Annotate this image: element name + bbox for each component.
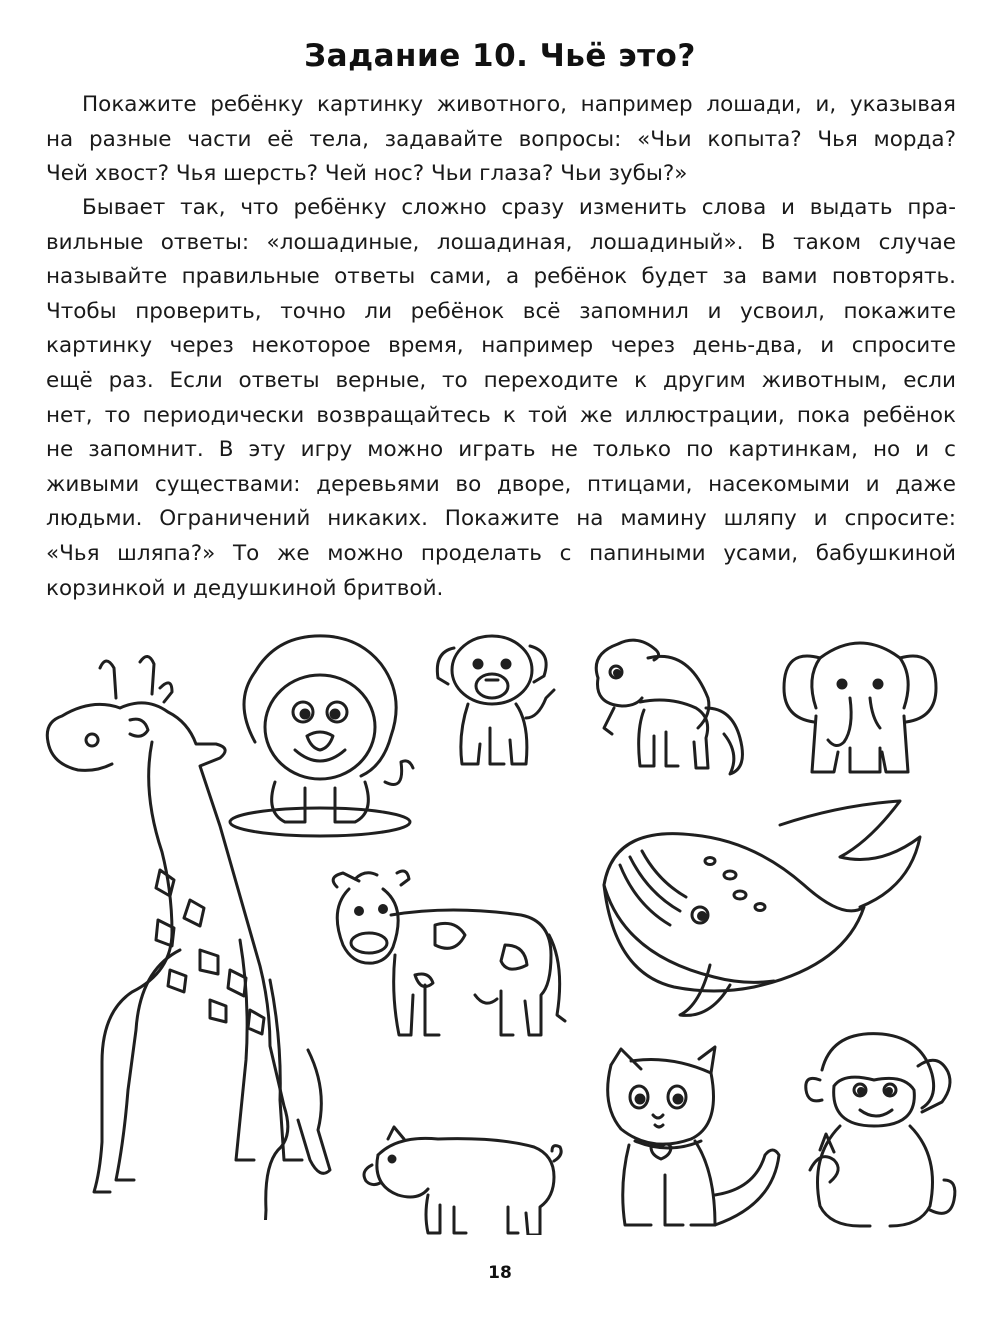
text-line: людьми. Ограничений никаких. Покажите на мамину шляпу и спросите: <box>46 506 956 532</box>
page-number: 18 <box>488 1263 512 1283</box>
pony-icon <box>578 628 758 778</box>
elephant-icon <box>780 628 940 778</box>
text-line: ещё раз. Если ответы верные, то переходите к другим животным, если <box>46 367 956 393</box>
text-line: живыми существами: деревьями во дворе, птицами, насекомыми и даже <box>46 471 956 497</box>
text-line: называйте правильные ответы сами, а ребёнок будет за вами повторять. <box>46 264 956 290</box>
pig-icon <box>358 1125 568 1235</box>
text-line: на разные части её тела, задавайте вопросы: «Чьи копыта? Чья морда? <box>46 126 956 152</box>
puppy-icon <box>432 628 562 778</box>
instruction-paragraph-2 <box>46 191 956 606</box>
page-title: Задание 10. Чьё это? <box>304 38 696 74</box>
text-line: Чей хвост? Чья шерсть? Чей нос? Чьи глаза? Чьи зубы?» <box>46 161 688 187</box>
lion-icon <box>225 632 425 842</box>
text-line: Покажите ребёнку картинку животного, например лошади, и, указывая <box>82 92 956 117</box>
text-line: не запомнит. В эту игру можно играть не только по картинкам, но и с <box>46 437 956 463</box>
text-line: нет, то периодически возвращайтесь к той же иллюстрации, пока ребёнок <box>46 402 956 428</box>
text-line: «Чья шляпа?» То же можно проделать с папиными усами, бабушкиной <box>46 540 956 566</box>
cow-icon <box>325 865 575 1065</box>
whale-icon <box>590 795 970 1025</box>
text-line: Чтобы проверить, точно ли ребёнок всё запомнил и усвоил, покажите <box>46 298 956 324</box>
instruction-paragraph-1 <box>46 88 956 192</box>
text-line: картинку через некоторое время, например через день-два, и спросите <box>46 333 956 359</box>
text-line: вильные ответы: «лошадиные, лошадиная, лошадиный». В таком случае <box>46 229 956 255</box>
text-line: корзинкой и дедушкиной бритвой. <box>46 575 444 601</box>
monkey-icon <box>800 1030 960 1235</box>
text-line: Бывает так, что ребёнку сложно сразу изменить слова и выдать пра- <box>82 195 956 220</box>
kitten-icon <box>595 1045 785 1235</box>
